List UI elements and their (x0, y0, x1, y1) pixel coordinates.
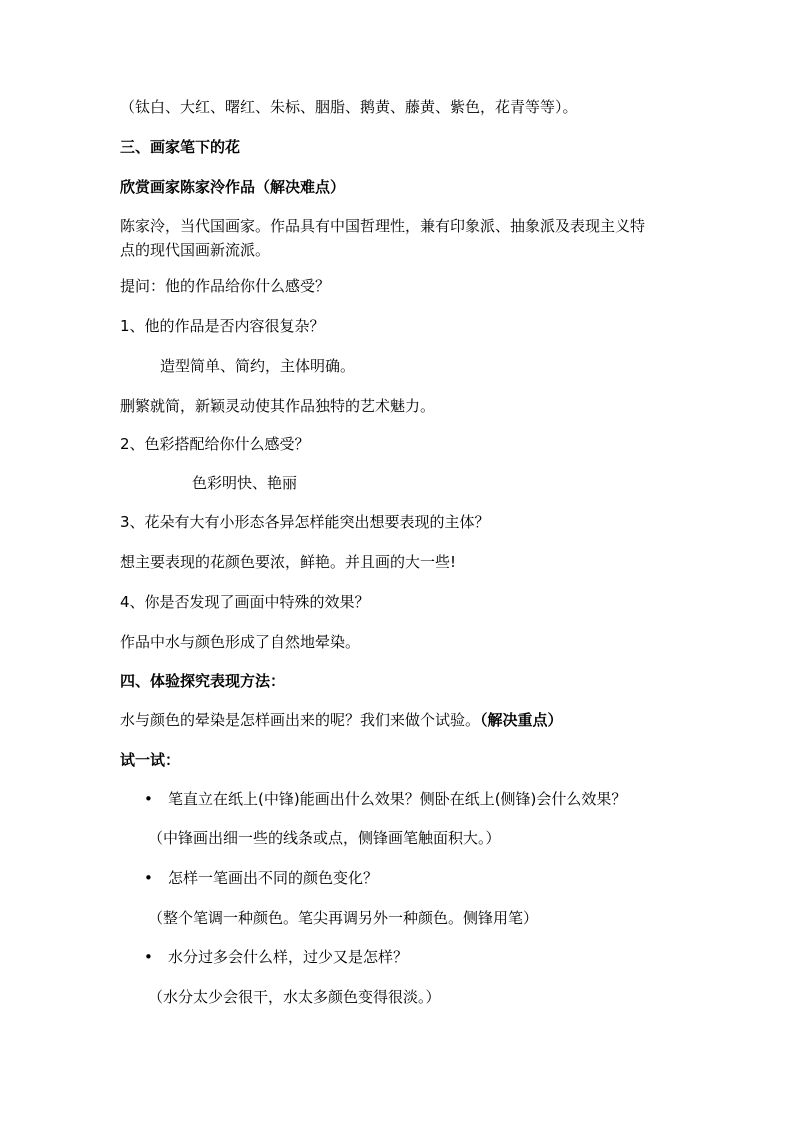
answer-4: 作品中水与颜色形成了自然地晕染。 (120, 633, 361, 651)
subheading-appreciation: 欣赏画家陈家泠作品（解决难点） (120, 178, 346, 196)
answer-3: 想主要表现的花颜色要浓，鲜艳。并且画的大一些! (120, 553, 457, 571)
answer-2: 色彩明快、艳丽 (192, 474, 298, 492)
lead-emphasis: （解决重点） (480, 711, 563, 729)
question-2: 2、色彩搭配给你什么感受？ (120, 435, 310, 453)
bullet-icon: • (144, 948, 153, 966)
bullet-icon: • (144, 790, 153, 808)
bullet-icon: • (144, 869, 153, 887)
bullet-item-1: 笔直立在纸上(中锋)能画出什么效果？侧卧在纸上(侧锋)会什么效果？ (168, 790, 627, 808)
section-heading-four: 四、体验探究表现方法： (120, 672, 286, 690)
pigment-list: （钛白、大红、曙红、朱标、胭脂、鹅黄、藤黄、紫色，花青等等）。 (120, 98, 578, 116)
artist-intro-line-2: 点的现代国画新流派。 (120, 241, 271, 259)
section-heading-three: 三、画家笔下的花 (120, 138, 241, 156)
try-it-heading: 试一试： (120, 751, 181, 769)
bullet-item-2-answer: （整个笔调一种颜色。笔尖再调另外一种颜色。侧锋用笔） (148, 909, 539, 927)
bullet-item-1-answer: （中锋画出细一些的线条或点，侧锋画笔触面积大。） (148, 829, 501, 847)
artist-intro-line-1: 陈家泠，当代国画家。作品具有中国哲理性，兼有印象派、抽象派及表现主义特 (120, 217, 646, 235)
question-4: 4、你是否发现了画面中特殊的效果？ (120, 593, 370, 611)
question-prompt: 提问：他的作品给你什么感受？ (120, 277, 331, 295)
answer-1-detail: 删繁就简，新颖灵动使其作品独特的艺术魅力。 (120, 397, 436, 415)
question-1: 1、他的作品是否内容很复杂？ (120, 317, 325, 335)
answer-1: 造型简单、简约，主体明确。 (160, 357, 356, 375)
lead-text: 水与颜色的晕染是怎样画出来的呢？我们来做个试验。 (120, 711, 481, 729)
bullet-item-3: 水分过多会什么样，过少又是怎样？ (168, 948, 409, 966)
question-3: 3、花朵有大有小形态各异怎样能突出想要表现的主体？ (120, 513, 490, 531)
bullet-item-2: 怎样一笔画出不同的颜色变化？ (168, 869, 379, 887)
lead-paragraph (120, 708, 680, 732)
bullet-item-3-answer: （水分太少会很干，水太多颜色变得很淡。） (148, 988, 441, 1006)
